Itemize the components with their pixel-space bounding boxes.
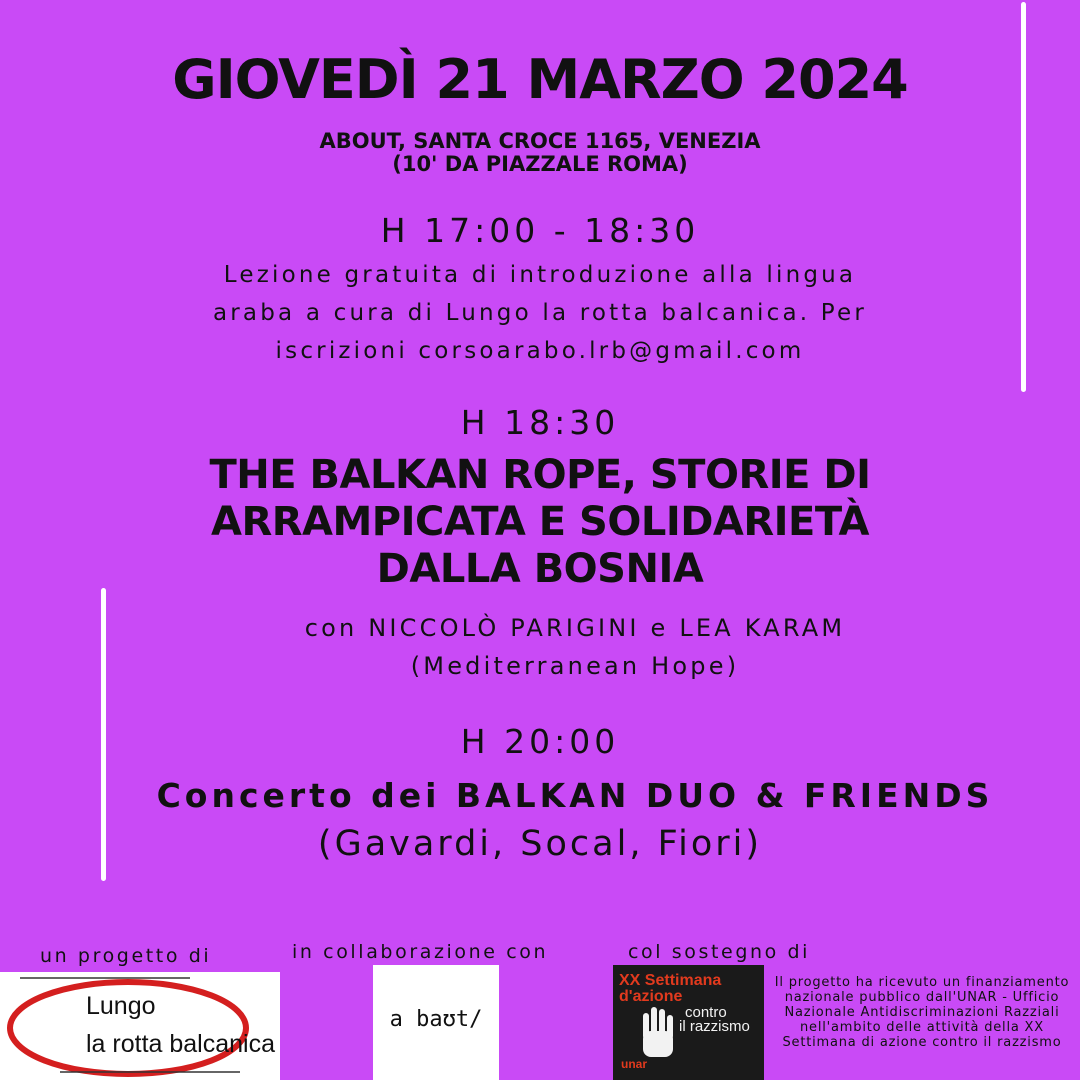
unar-brand: unar (621, 1057, 648, 1071)
unar-logo-line-3: contro (685, 1004, 727, 1021)
project-label: un progetto di (40, 945, 212, 967)
time-slot-3: H 20:00 (460, 722, 620, 761)
unar-logo-line-2: d'azione (619, 988, 683, 1005)
venue-address (0, 130, 1080, 176)
collab-label: in collaborazione con (292, 941, 549, 963)
unar-logo-line-4: il razzismo (679, 1018, 750, 1035)
unar-logo-line-1: XX Settimana (619, 972, 722, 989)
guests-org: (Mediterranean Hope) (410, 652, 740, 680)
talk-title-line-1: THE BALKAN ROPE, STORIE DI (209, 452, 871, 498)
talk-title-line-3: DALLA BOSNIA (376, 546, 704, 592)
guests-line: con NICCOLÒ PARIGINI e LEA KARAM (304, 614, 846, 642)
lesson-description (0, 256, 1080, 370)
unar-settimana-logo (613, 965, 764, 1080)
support-label: col sostegno di (628, 941, 811, 963)
talk-title (0, 452, 1080, 593)
about-logo-text: a baʊt/ (389, 1007, 483, 1032)
lesson-line-2: araba a cura di Lungo la rotta balcanica. Per (212, 300, 868, 326)
lesson-line-3: iscrizioni corsoarabo.lrb@gmail.com (275, 338, 805, 364)
event-date-title: GIOVEDÌ 21 MARZO 2024 (172, 48, 908, 111)
lesson-line-1: Lezione gratuita di introduzione alla lingua (223, 262, 857, 288)
talk-title-line-2: ARRAMPICATA E SOLIDARIETÀ (210, 499, 870, 545)
lungo-logo-line-1: Lungo (86, 992, 156, 1020)
lungo-rotta-logo (0, 972, 280, 1080)
raised-hand-icon (639, 1005, 679, 1059)
venue-line-1: ABOUT, SANTA CROCE 1165, VENEZIA (319, 129, 761, 153)
lungo-logo-line-2: la rotta balcanica (86, 1030, 276, 1058)
time-slot-1: H 17:00 - 18:30 (380, 211, 700, 250)
venue-line-2: (10' DA PIAZZALE ROMA) (392, 152, 688, 176)
funding-note: Il progetto ha ricevuto un finanziamento nazionale pubblico dall'UNAR - Ufficio Nazionale Antidiscriminazioni Razziali nell'ambito delle attività della XX Settimana di azione contro il razzismo (774, 975, 1070, 1050)
concert-players: (Gavardi, Socal, Fiori) (317, 824, 763, 864)
time-slot-2: H 18:30 (460, 403, 620, 442)
talk-guests (230, 609, 920, 685)
logo-ring-icon (0, 972, 280, 1080)
concert-title: Concerto dei BALKAN DUO & FRIENDS (156, 776, 994, 815)
about-logo (373, 965, 499, 1080)
